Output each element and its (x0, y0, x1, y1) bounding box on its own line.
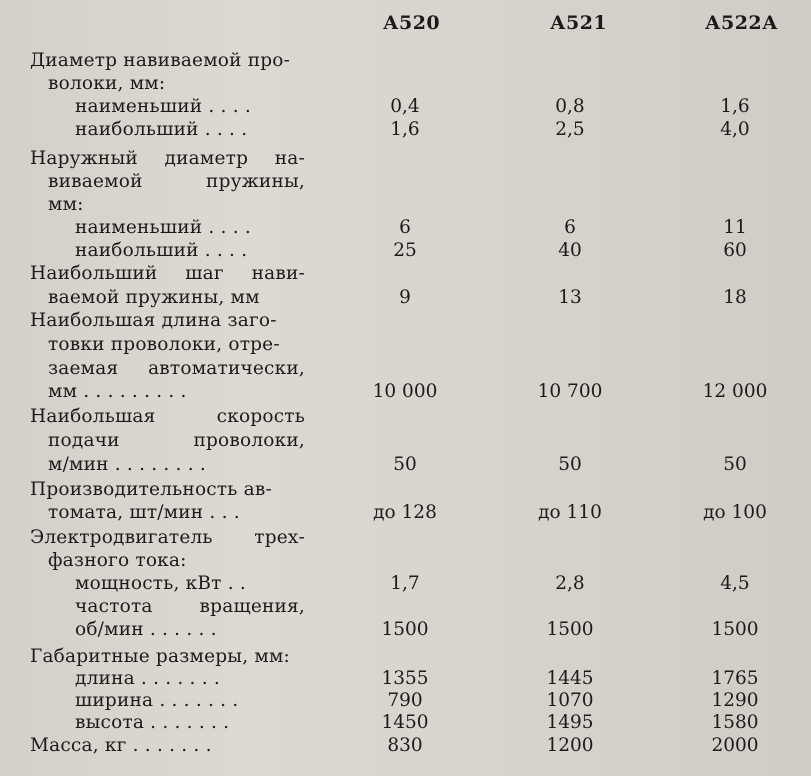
value-cell-2: 0,8 (555, 96, 585, 117)
row-label: Масса, кг . . . . . . . (30, 735, 212, 756)
value-cell-3: 12 000 (702, 381, 768, 402)
value-cell-1: 1355 (381, 668, 429, 689)
value-cell-1: 25 (393, 240, 417, 261)
value-cell-1: 1500 (381, 619, 429, 640)
row-label: волоки, мм: (48, 73, 166, 94)
value-cell-3: 11 (723, 217, 747, 238)
value-cell-2: 2,8 (555, 573, 585, 594)
row-label: фазного тока: (48, 550, 187, 571)
table-row (0, 733, 811, 759)
row-label: мм: (48, 194, 84, 215)
row-label: длина . . . . . . . (75, 668, 220, 689)
row-label: высота . . . . . . . (75, 712, 230, 733)
table-row (0, 379, 811, 405)
value-cell-2: 2,5 (555, 119, 585, 140)
row-label: Диаметр навиваемой про- (30, 50, 291, 71)
row-label: виваемой пружины, (48, 171, 305, 192)
row-label: Наружный диаметр на- (30, 148, 305, 169)
value-cell-2: 1200 (546, 735, 594, 756)
row-label: ваемой пружины, мм (48, 287, 260, 308)
value-cell-3: 4,5 (720, 573, 750, 594)
value-cell-3: 50 (723, 454, 747, 475)
value-cell-2: 10 700 (537, 381, 603, 402)
value-cell-1: 1,7 (390, 573, 420, 594)
table-row (0, 261, 811, 287)
value-cell-3: 1765 (711, 668, 759, 689)
row-label: наибольший . . . . (75, 119, 248, 140)
value-cell-2: 13 (558, 287, 582, 308)
table-row (0, 617, 811, 643)
table-row (0, 404, 811, 430)
value-cell-1: 1,6 (390, 119, 420, 140)
row-label: об/мин . . . . . . (75, 619, 217, 640)
value-cell-3: 1290 (711, 690, 759, 711)
row-label: Производительность ав- (30, 479, 272, 500)
row-label: м/мин . . . . . . . . (48, 454, 206, 475)
row-label: наибольший . . . . (75, 240, 248, 261)
table-row (0, 308, 811, 334)
row-label: наименьший . . . . (75, 217, 251, 238)
value-cell-1: 50 (393, 454, 417, 475)
value-cell-2: 1495 (546, 712, 594, 733)
column-header-a522a: А522А (705, 12, 779, 34)
row-label: Наибольший шаг нави- (30, 263, 305, 284)
table-row (0, 332, 811, 358)
row-label: мм . . . . . . . . . (48, 381, 187, 402)
value-cell-3: до 100 (703, 502, 767, 523)
value-cell-2: 1070 (546, 690, 594, 711)
value-cell-1: 9 (399, 287, 411, 308)
value-cell-2: 1500 (546, 619, 594, 640)
row-label: частота вращения, (75, 596, 305, 617)
row-label: подачи проволоки, (48, 430, 305, 451)
value-cell-3: 1580 (711, 712, 759, 733)
row-label: заемая автоматически, (48, 358, 305, 379)
value-cell-3: 4,0 (720, 119, 750, 140)
value-cell-2: 40 (558, 240, 582, 261)
row-label: Габаритные размеры, мм: (30, 646, 290, 667)
value-cell-1: 10 000 (372, 381, 438, 402)
row-label: наименьший . . . . (75, 96, 251, 117)
table-row (0, 428, 811, 454)
value-cell-1: 6 (399, 217, 411, 238)
value-cell-3: 2000 (711, 735, 759, 756)
row-label: томата, шт/мин . . . (48, 502, 240, 523)
row-label: ширина . . . . . . . (75, 690, 239, 711)
value-cell-2: 50 (558, 454, 582, 475)
row-label: Электродвигатель трех- (30, 527, 305, 548)
value-cell-3: 1500 (711, 619, 759, 640)
value-cell-3: 60 (723, 240, 747, 261)
column-header-a520: А520 (383, 12, 441, 34)
value-cell-1: 830 (387, 735, 423, 756)
row-label: товки проволоки, отре- (48, 334, 280, 355)
row-label: Наибольшая скорость (30, 406, 305, 427)
column-header-a521: А521 (550, 12, 608, 34)
table-row (0, 117, 811, 143)
value-cell-2: до 110 (538, 502, 602, 523)
row-label: Наибольшая длина заго- (30, 310, 277, 331)
value-cell-2: 1445 (546, 668, 594, 689)
value-cell-1: до 128 (373, 502, 437, 523)
value-cell-1: 1450 (381, 712, 429, 733)
row-label: мощность, кВт . . (75, 573, 246, 594)
value-cell-3: 1,6 (720, 96, 750, 117)
value-cell-3: 18 (723, 287, 747, 308)
value-cell-1: 790 (387, 690, 423, 711)
value-cell-1: 0,4 (390, 96, 420, 117)
table-row (0, 452, 811, 478)
table-row (0, 500, 811, 526)
value-cell-2: 6 (564, 217, 576, 238)
